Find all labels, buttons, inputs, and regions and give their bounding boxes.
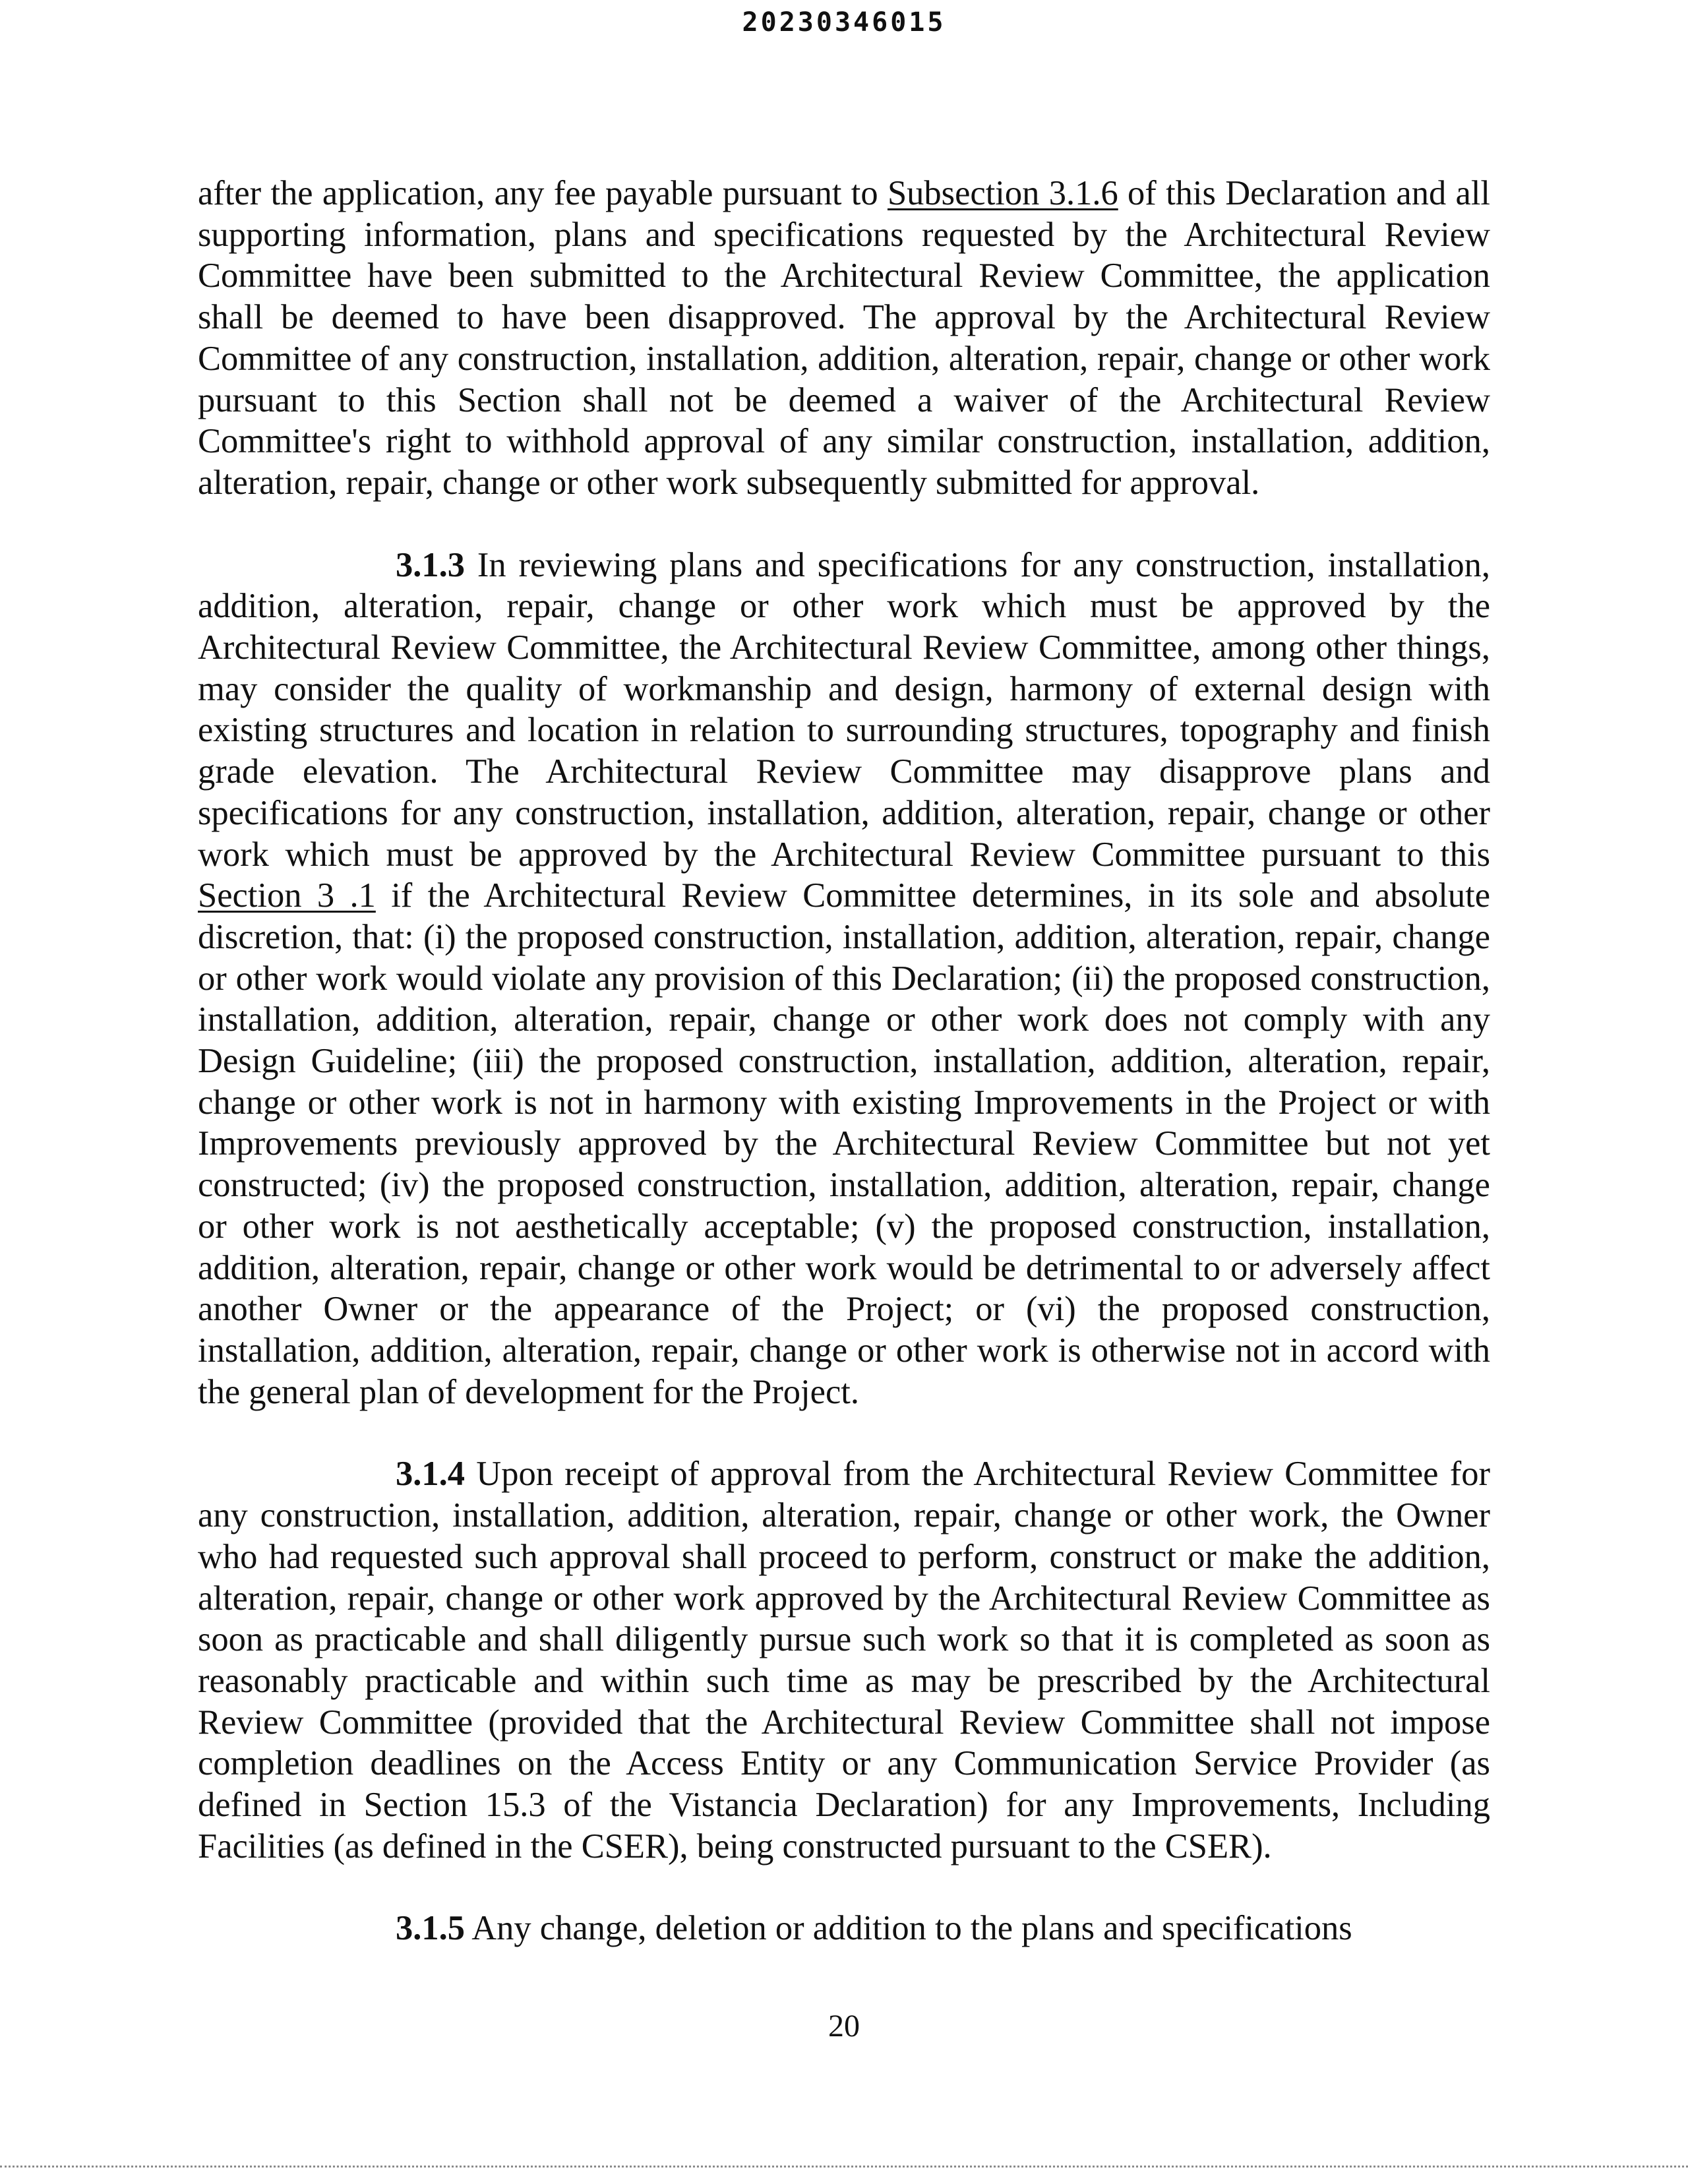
paragraph-text: Upon receipt of approval from the Architectural Review Committee for any construction, installation, addition, alteration, repair, change or other work, the Owner who had requested such approval shall proceed to perform, construct or make the addition, alteration, repair, change or other work approved by the Architectural Review Committee as soon as practicable and shall diligently pursue such work so that it is completed as soon as reasonably practicable and within such time as may be prescribed by the Architectural Review Committee (provided that the Architectural Review Committee shall not impose completion deadlines on the Access Entity or any Communication Service Provider (as defined in Section 15.3 of the Vistancia Declaration) for any Improvements, Including Facilities (as defined in the CSER), being constructed pursuant to the CSER). (198, 1455, 1490, 1866)
paragraph-text: Any change, deletion or addition to the plans and specifications (465, 1909, 1352, 1948)
page-number: 20 (828, 2009, 860, 2044)
document-number: 20230346015 (742, 7, 946, 38)
section-number: 3.1.4 (396, 1455, 465, 1494)
section-3-1-4 (198, 1453, 1490, 1867)
paragraph-text: In reviewing plans and specifications for any construction, installation, addition, alteration, repair, change or other work which must be approved by the Architectural Review Committee, the Architectural Review Committee, among other things, may consider the quality of workmanship and design, harmony of external design with existing structures and location in relation to surrounding structures, topography and finish grade elevation. The Architectural Review Committee may disapprove plans and specifications for any construction, installation, addition, alteration, repair, change or other work which must be approved by the Architectural Review Committee pursuant to this (198, 545, 1490, 874)
section-3-1-3 (198, 545, 1490, 1413)
subsection-reference: Subsection 3.1.6 (887, 174, 1118, 212)
scan-edge-divider (0, 2166, 1688, 2168)
section-reference: Section 3 .1 (198, 876, 376, 915)
paragraph-text: after the application, any fee payable pursuant to (198, 174, 888, 212)
paragraph-text: if the Architectural Review Committee determines, in its sole and absolute discretion, that: (i) the proposed construction, installation, addition, alteration, repair, change or other work would violate any provision of this Declaration; (ii) the proposed construction, installation, addition, alteration, repair, change or other work does not comply with any Design Guideline; (iii) the proposed construction, installation, addition, alteration, repair, change or other work is not in harmony with existing Improvements in the Project or with Improvements previously approved by the Architectural Review Committee but not yet constructed; (iv) the proposed construction, installation, addition, alteration, repair, change or other work is not aesthetically acceptable; (v) the proposed construction, installation, addition, alteration, repair, change or other work would be detrimental to or adversely affect another Owner or the appearance of the Project; or (vi) the proposed construction, installation, addition, alteration, repair, change or other work is otherwise not in accord with the general plan of development for the Project. (198, 876, 1491, 1411)
section-number: 3.1.5 (396, 1909, 465, 1948)
document-body (198, 173, 1490, 1990)
section-number: 3.1.3 (396, 545, 465, 584)
paragraph-continuation (198, 173, 1490, 504)
paragraph-text: of this Declaration and all supporting information, plans and specifications requested by the Architectural Review Committee have been submitted to the Architectural Review Committee, the application shall be deemed to have been disapproved. The approval by the Architectural Review Committee of any construction, installation, addition, alteration, repair, change or other work pursuant to this Section shall not be deemed a waiver of the Architectural Review Committee's right to withhold approval of any similar construction, installation, addition, alteration, repair, change or other work subsequently submitted for approval. (198, 174, 1491, 502)
section-3-1-5 (198, 1908, 1490, 1949)
